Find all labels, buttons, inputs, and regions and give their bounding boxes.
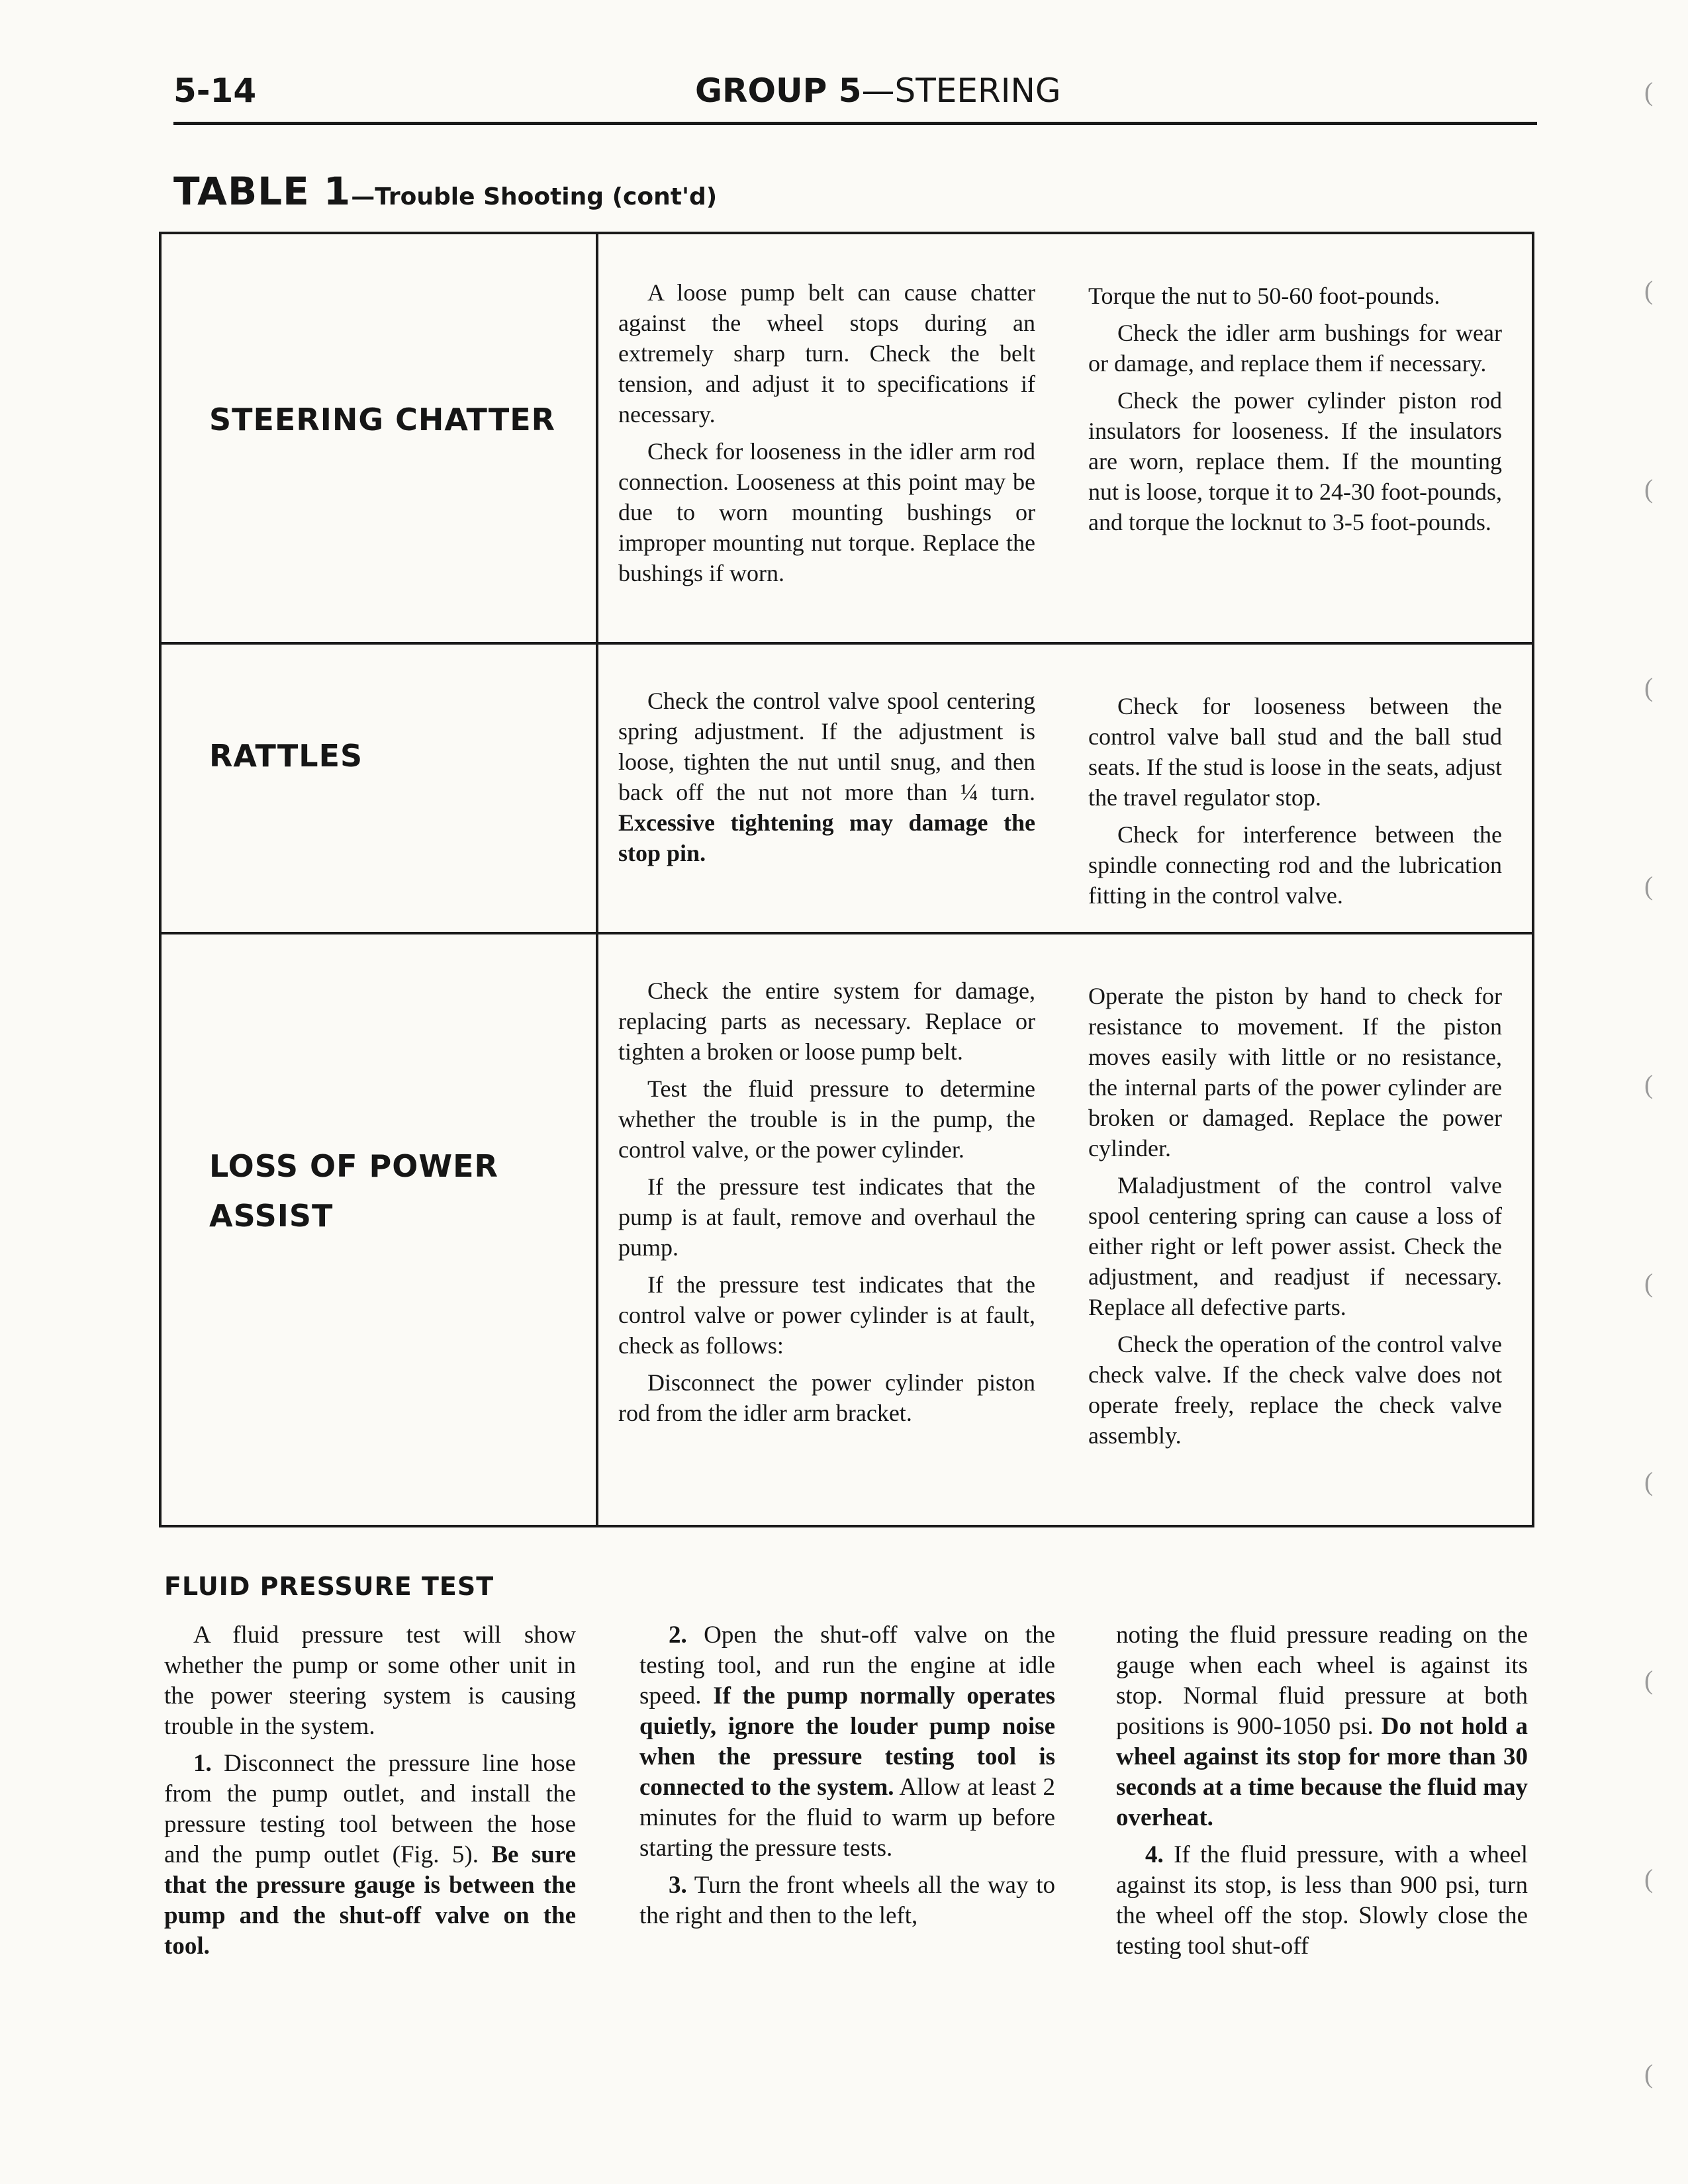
margin-mark: ( xyxy=(1644,1467,1654,1496)
table-title xyxy=(173,169,717,214)
text-run: Check for looseness between the control valve ball stud and the ball stud seats. If the stud is loose in the seats, adjust the travel regulator stop. xyxy=(1088,693,1502,811)
page-number: 5-14 xyxy=(173,71,257,110)
condition-cell xyxy=(162,934,598,1525)
text-run: Check the power cylinder piston rod insulators for looseness. If the insulators are worn, replace them. If the mounting nut is loose, torque it to 24-30 foot-pounds, and torque the locknut to 3-5 foot-pounds. xyxy=(1088,387,1502,535)
header-rule xyxy=(173,122,1537,125)
remedy-column xyxy=(1088,691,1502,917)
condition-label: LOSS OF POWER xyxy=(209,1148,498,1184)
remedy-column xyxy=(618,277,1035,595)
text-run: Maladjustment of the control valve spool centering spring can cause a loss of either right or left power assist. Check the adjustment, and readjust if necessary. Replace all defective parts. xyxy=(1088,1172,1502,1320)
paragraph xyxy=(618,1171,1035,1263)
trouble-shooting-table xyxy=(159,232,1534,1527)
table-title-main: TABLE 1 xyxy=(173,169,352,214)
margin-mark: ( xyxy=(1644,871,1654,901)
text-run: If the pressure test indicates that the control valve or power cylinder is at fault, check as follows: xyxy=(618,1271,1035,1359)
paragraph xyxy=(618,1073,1035,1165)
margin-mark: ( xyxy=(1644,672,1654,702)
text-run: Allow at least 2 minutes for the fluid to warm up before starting the pressure tests. xyxy=(639,1774,1055,1862)
text-column xyxy=(639,1620,1055,1938)
margin-mark: ( xyxy=(1644,1665,1654,1695)
paragraph xyxy=(618,1269,1035,1361)
condition-cell xyxy=(162,234,598,642)
paragraph xyxy=(1088,819,1502,911)
paragraph xyxy=(618,686,1035,868)
text-run: Check the control valve spool centering spring adjustment. If the adjustment is loose, tighten the nut until snug, and then back off the nut not more than ¼ turn. xyxy=(618,688,1035,805)
bold-text: 2. xyxy=(669,1621,687,1649)
paragraph xyxy=(1116,1840,1528,1962)
text-run: Check for looseness in the idler arm rod connection. Looseness at this point may be due to worn mounting bushings or improper mounting nut torque. Replace the bushings if worn. xyxy=(618,438,1035,586)
section-label: —STEERING xyxy=(861,71,1061,110)
text-run: Open the shut-off valve on the testing tool, and run the engine at idle speed. xyxy=(639,1621,1055,1709)
table-row xyxy=(162,932,1532,1525)
text-run: Check the idler arm bushings for wear or damage, and replace them if necessary. xyxy=(1088,320,1502,377)
margin-mark: ( xyxy=(1644,275,1654,305)
group-label: GROUP 5 xyxy=(695,71,862,110)
condition-label: ASSIST xyxy=(209,1198,334,1234)
remedy-column xyxy=(618,686,1035,875)
paragraph xyxy=(618,1367,1035,1428)
margin-mark: ( xyxy=(1644,1069,1654,1099)
text-run: A fluid pressure test will show whether the pump or some other unit in the power steering system is causing trouble in the system. xyxy=(164,1621,576,1740)
bold-text: 1. xyxy=(193,1750,212,1777)
paragraph xyxy=(618,277,1035,430)
remedy-column xyxy=(1088,281,1502,544)
condition-label: STEERING CHATTER xyxy=(209,402,556,437)
bold-text: If the pump normally operates quietly, ignore the louder pump noise when the pressure testing tool is connected to the system. xyxy=(639,1682,1055,1801)
paragraph xyxy=(618,436,1035,588)
paragraph xyxy=(618,976,1035,1067)
text-run: Disconnect the pressure line hose from the pump outlet, and install the pressure testing tool between the hose and the pump outlet (Fig. 5). xyxy=(164,1750,576,1868)
text-run: Torque the nut to 50-60 foot-pounds. xyxy=(1088,283,1440,309)
paragraph xyxy=(164,1620,576,1742)
margin-mark: ( xyxy=(1644,1268,1654,1298)
text-run: Turn the front wheels all the way to the right and then to the left, xyxy=(639,1872,1055,1929)
paragraph xyxy=(1088,981,1502,1163)
paragraph xyxy=(639,1870,1055,1931)
margin-mark: ( xyxy=(1644,474,1654,504)
bold-text: 4. xyxy=(1145,1841,1164,1868)
paragraph xyxy=(1088,1329,1502,1451)
text-run: noting the fluid pressure reading on the gauge when each wheel is against its stop. Normal fluid pressure at both positions is 900-1050 psi. xyxy=(1116,1621,1528,1740)
paragraph xyxy=(1088,385,1502,537)
paragraph xyxy=(1088,281,1502,311)
remedy-column xyxy=(618,976,1035,1435)
paragraph xyxy=(639,1620,1055,1864)
condition-label: RATTLES xyxy=(209,738,363,774)
text-run: Check the entire system for damage, replacing parts as necessary. Replace or tighten a broken or loose pump belt. xyxy=(618,978,1035,1065)
table-title-sub: —Trouble Shooting (cont'd) xyxy=(351,183,718,210)
section-heading: FLUID PRESSURE TEST xyxy=(164,1572,494,1601)
table-row xyxy=(162,642,1532,932)
text-run: If the pressure test indicates that the pump is at fault, remove and overhaul the pump. xyxy=(618,1173,1035,1261)
text-run: Check for interference between the spindle connecting rod and the lubrication fitting in the control valve. xyxy=(1088,821,1502,909)
bold-text: Excessive tightening may damage the stop pin. xyxy=(618,809,1035,866)
condition-cell xyxy=(162,645,598,932)
text-run: Test the fluid pressure to determine whether the trouble is in the pump, the control valve, or the power cylinder. xyxy=(618,1075,1035,1163)
text-run: A loose pump belt can cause chatter against the wheel stops during an extremely sharp turn. Check the belt tension, and adjust it to specifications if necessary. xyxy=(618,279,1035,428)
text-run: Check the operation of the control valve check valve. If the check valve does not operate freely, replace the check valve assembly. xyxy=(1088,1331,1502,1449)
text-column xyxy=(164,1620,576,1968)
text-column xyxy=(1116,1620,1528,1968)
remedy-column xyxy=(1088,981,1502,1457)
bold-text: Do not hold a wheel against its stop for more than 30 seconds at a time because the fluid may overheat. xyxy=(1116,1713,1528,1831)
bold-text: 3. xyxy=(669,1872,687,1899)
paragraph xyxy=(164,1749,576,1962)
paragraph xyxy=(1088,691,1502,813)
margin-mark: ( xyxy=(1644,2059,1654,2089)
margin-mark: ( xyxy=(1644,77,1654,107)
text-run: Disconnect the power cylinder piston rod from the idler arm bracket. xyxy=(618,1369,1035,1426)
paragraph xyxy=(1116,1620,1528,1833)
group-title xyxy=(695,71,1061,110)
margin-mark: ( xyxy=(1644,1864,1654,1893)
bold-text: Be sure that the pressure gauge is between the pump and the shut-off valve on the tool. xyxy=(164,1841,576,1960)
text-run: If the fluid pressure, with a wheel against its stop, is less than 900 psi, turn the wheel off the stop. Slowly close the testing tool shut-off xyxy=(1116,1841,1528,1960)
table-row xyxy=(162,234,1532,642)
text-run: Operate the piston by hand to check for resistance to movement. If the piston moves easily with little or no resistance, the internal parts of the power cylinder are broken or damaged. Replace the power cylinder. xyxy=(1088,983,1502,1161)
paragraph xyxy=(1088,1170,1502,1322)
paragraph xyxy=(1088,318,1502,379)
